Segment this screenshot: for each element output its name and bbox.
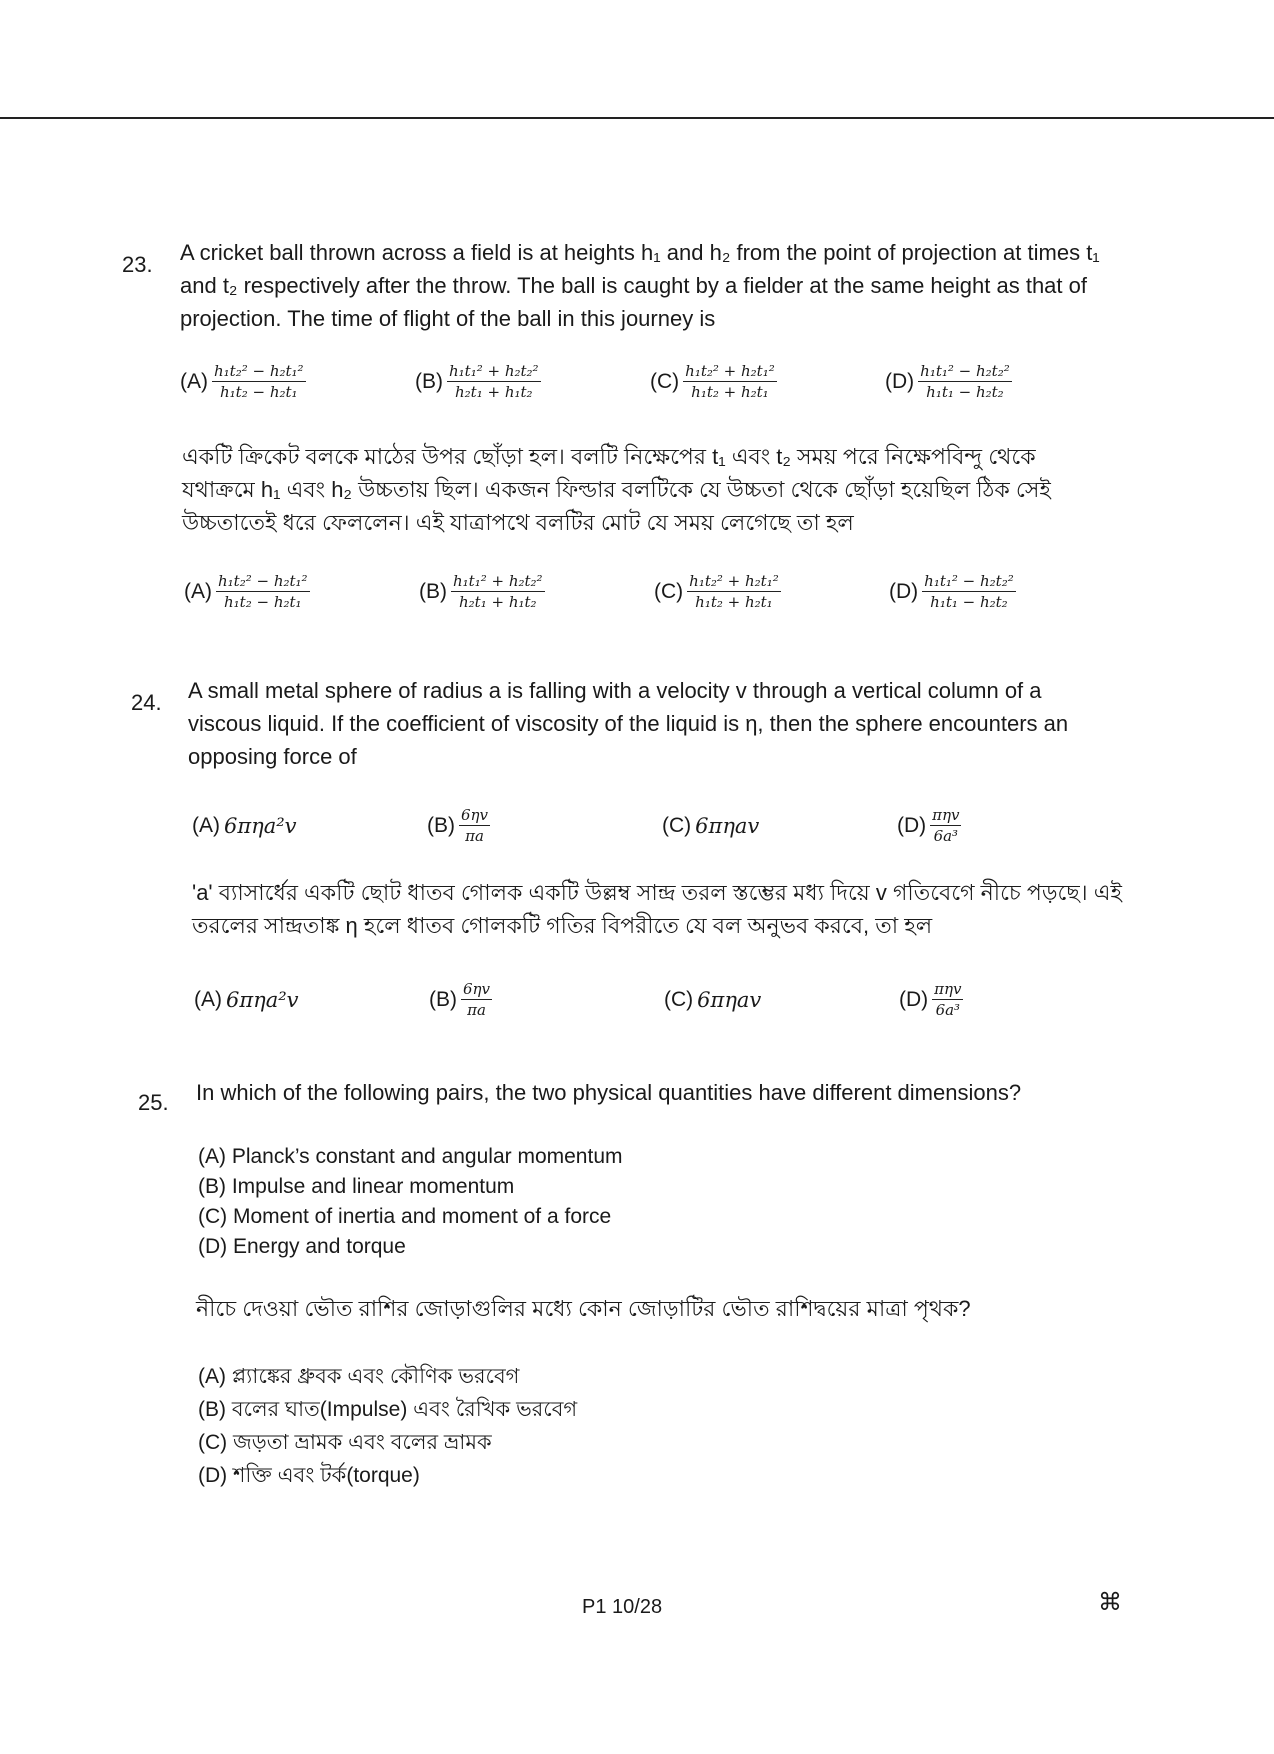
question-text-en: A cricket ball thrown across a field is at heights h₁ and h₂ from the point of projection at times t₁ and t₂ respectively after the throw. The ball is caught by a fielder at the same height as that of projection. The time of flight of the ball in this journey is [180,240,1100,331]
option-b: (B) $\frac{\text{h₁t₁² + h₂t₂²}}{\text{h₂t₁ + h₁t₂}}$ [419,572,543,611]
fraction: $\frac{\text{h₁t₂² + h₂t₁²}}{\text{h₁t₂ + h₂t₁}}$ [685,362,775,401]
fraction: $\frac{\text{h₁t₂² − h₂t₁²}}{\text{h₁t₂ − h₂t₁}}$ [214,362,304,401]
header-rule [0,117,1274,119]
option-d: (D) শক্তি এবং টর্ক(torque) [198,1464,420,1487]
option-a: (A) Planck’s constant and angular momentum [198,1145,623,1168]
question-text-en: A small metal sphere of radius a is falling with a velocity v through a vertical column of a viscous liquid. If the coefficient of viscosity of the liquid is η, then the sphere encounters an opposing force of [188,678,1069,769]
option-d: (D) Energy and torque [198,1235,406,1258]
options-en-q24 [192,806,1132,845]
option-d: (D) $\frac{\text{πηv}}{\text{6a³}}$ [897,806,960,845]
fraction: $\frac{\text{h₁t₁² − h₂t₂²}}{\text{h₁t₁ − h₂t₂}}$ [924,572,1014,611]
fraction: $\frac{6\eta v}{\pi a}$ [463,980,491,1019]
fraction: $\frac{\text{h₁t₁² + h₂t₂²}}{\text{h₂t₁ + h₁t₂}}$ [449,362,539,401]
option-c: (C) 6πηav [664,987,762,1012]
option-d: (D) $\frac{\text{h₁t₁² − h₂t₂²}}{\text{h₁t₁ − h₂t₂}}$ [889,572,1014,611]
option-b: (B) $\frac{6\eta v}{\pi a}$ [427,806,489,845]
option-b: (B) বলের ঘাত(Impulse) এবং রৈখিক ভরবেগ [198,1398,578,1421]
option-a: (A) $\frac{\text{h₁t₂² − h₂t₁²}}{\text{h₁t₂ − h₂t₁}}$ [184,572,308,611]
command-icon: ⌘ [1098,1588,1122,1616]
option-b: (B) $\frac{\text{h₁t₁² + h₂t₂²}}{\text{h₂t₁ + h₁t₂}}$ [415,362,539,401]
fraction: $\frac{\text{h₁t₂² − h₂t₁²}}{\text{h₁t₂ − h₂t₁}}$ [218,572,308,611]
options-bn-q25 [198,1360,577,1492]
math-expression: 6πηa²v [224,813,297,838]
option-c: (C) 6πηav [662,813,760,838]
option-c: (C) Moment of inertia and moment of a force [198,1205,612,1228]
math-expression: 6πηav [697,987,762,1012]
fraction: $\frac{\text{h₁t₂² + h₂t₁²}}{\text{h₁t₂ + h₂t₁}}$ [689,572,779,611]
fraction: $\frac{\text{h₁t₁² + h₂t₂²}}{\text{h₂t₁ + h₁t₂}}$ [453,572,543,611]
option-d: (D) $\frac{\text{h₁t₁² − h₂t₂²}}{\text{h₁t₁ − h₂t₂}}$ [885,362,1010,401]
page-number: P1 10/28 [582,1596,663,1618]
question-text-bn: নীচে দেওয়া ভৌত রাশির জোড়াগুলির মধ্যে কোন জোড়াটির ভৌত রাশিদ্বয়ের মাত্রা পৃথক? [196,1296,971,1321]
option-b: (B) Impulse and linear momentum [198,1175,515,1198]
option-c: (C) $\frac{\text{h₁t₂² + h₂t₁²}}{\text{h₁t₂ + h₂t₁}}$ [650,362,775,401]
option-a: (A) প্ল্যাঙ্কের ধ্রুবক এবং কৌণিক ভরবেগ [198,1365,520,1388]
options-bn-q24 [194,980,1134,1019]
option-a: (A) 6πηa²v [192,813,297,838]
option-a: (A) $\frac{\text{h₁t₂² − h₂t₁²}}{\text{h₁t₂ − h₂t₁}}$ [180,362,304,401]
options-en-q23 [180,362,1120,401]
question-number: 23. [122,252,153,277]
options-en-q25 [198,1142,623,1262]
question-text-en: In which of the following pairs, the two physical quantities have different dimensions? [196,1080,1022,1105]
question-text-bn: 'a' ব্যাসার্ধের একটি ছোট ধাতব গোলক একটি উল্লম্ব সান্দ্র তরল স্তম্ভের মধ্য দিয়ে v গতিবেগে নীচে পড়ছে। এই তরলের সান্দ্রতাঙ্ক η হলে ধাতব গোলকটি গতির বিপরীতে যে বল অনুভব করবে, তা হল [192,880,1122,938]
options-bn-q23 [184,572,1124,611]
fraction: $\frac{\text{πηv}}{\text{6a³}}$ [932,806,960,845]
fraction: $\frac{\text{h₁t₁² − h₂t₂²}}{\text{h₁t₁ − h₂t₂}}$ [920,362,1010,401]
math-expression: 6πηav [695,813,760,838]
option-c: (C) জড়তা ভ্রামক এবং বলের ভ্রামক [198,1431,492,1454]
fraction: $\frac{\text{πηv}}{\text{6a³}}$ [934,980,962,1019]
question-number: 24. [131,690,162,715]
option-a: (A) 6πηa²v [194,987,299,1012]
option-b: (B) $\frac{6\eta v}{\pi a}$ [429,980,491,1019]
math-expression: 6πηa²v [226,987,299,1012]
question-number: 25. [138,1090,169,1115]
fraction: $\frac{6\eta v}{\pi a}$ [461,806,489,845]
question-text-bn: একটি ক্রিকেট বলকে মাঠের উপর ছোঁড়া হল। বলটি নিক্ষেপের t₁ এবং t₂ সময় পরে নিক্ষেপবিন্দু থেকে যথাক্রমে h₁ এবং h₂ উচ্চতায় ছিল। একজন ফিল্ডার বলটিকে যে উচ্চতা থেকে ছোঁড়া হয়েছিল ঠিক সেই উচ্চতাতেই ধরে ফেললেন। এই যাত্রাপথে বলটির মোট যে সময় লেগেছে তা হল [182,444,1051,535]
option-c: (C) $\frac{\text{h₁t₂² + h₂t₁²}}{\text{h₁t₂ + h₂t₁}}$ [654,572,779,611]
option-d: (D) $\frac{\text{πηv}}{\text{6a³}}$ [899,980,962,1019]
